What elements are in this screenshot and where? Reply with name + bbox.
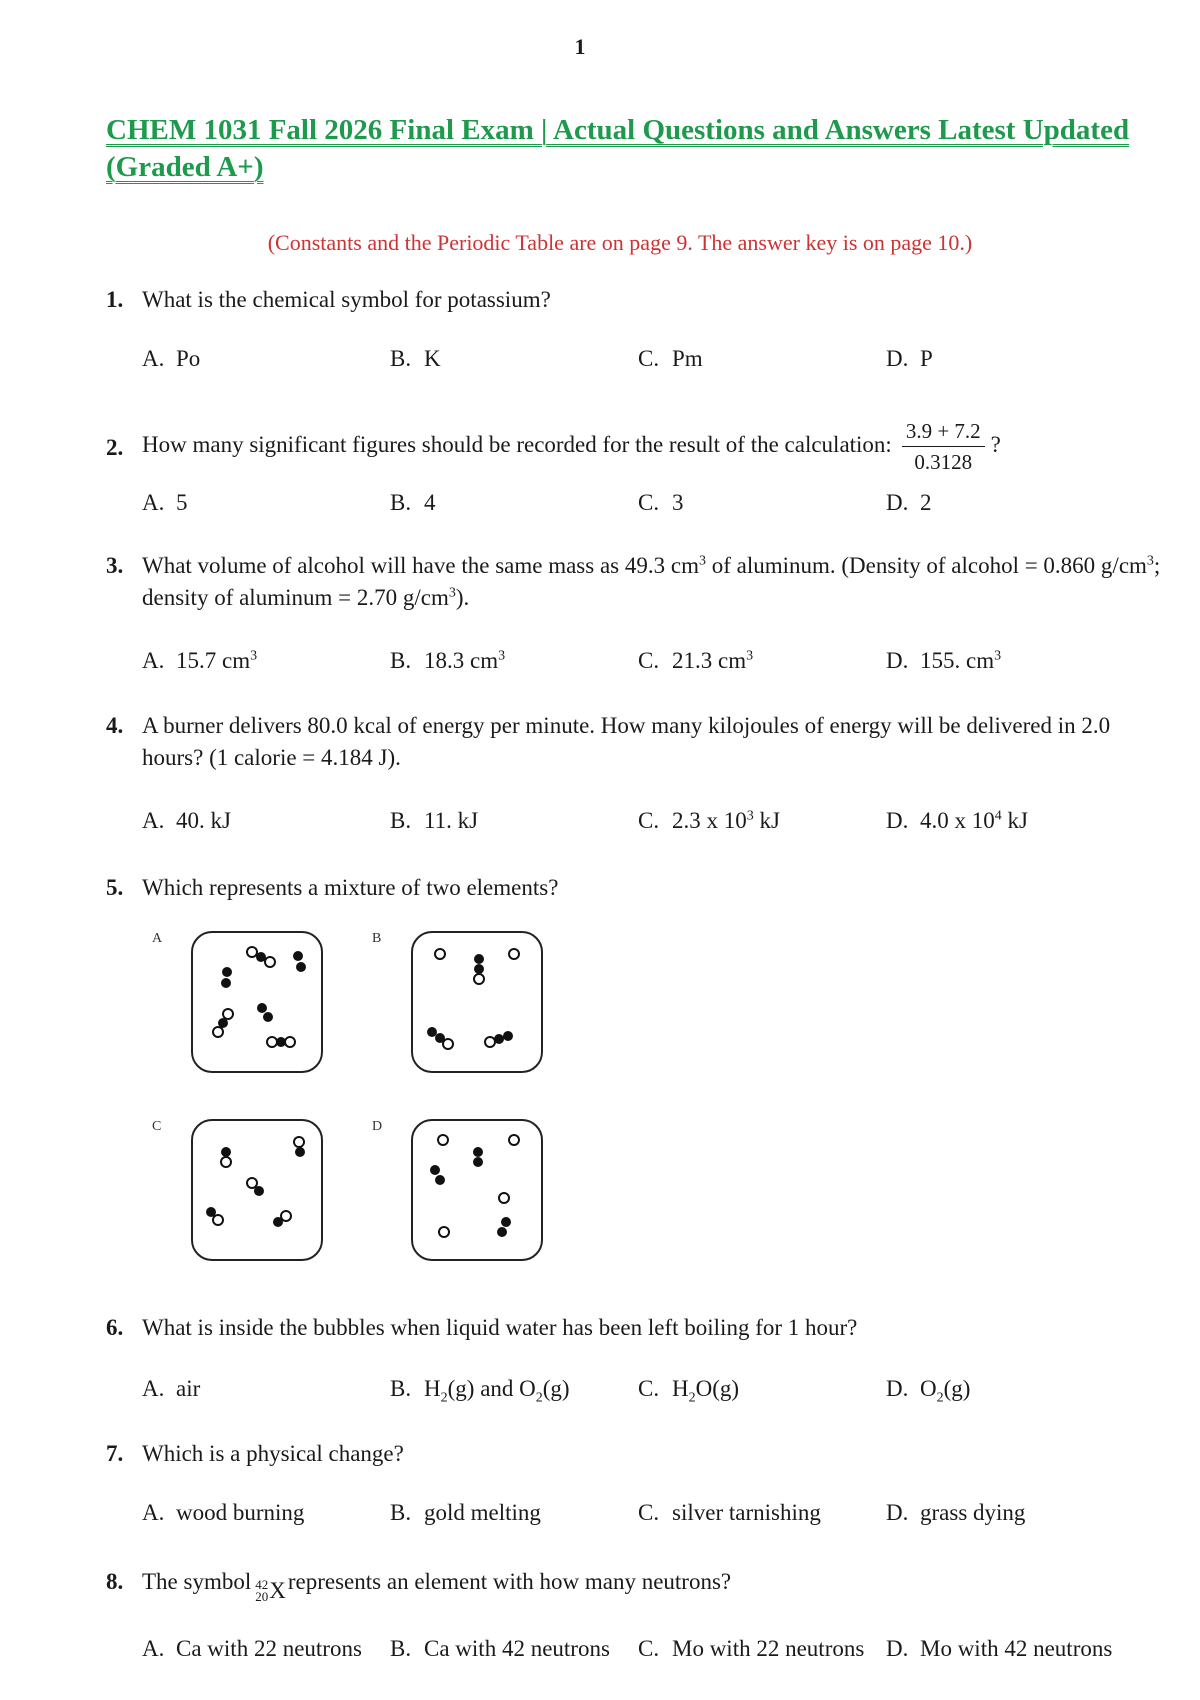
option-d[interactable]: D. $O_2(g)$ — [886, 1376, 971, 1406]
option-c[interactable]: C. 21.3 $cm^3$ — [638, 648, 754, 673]
calculation-fraction — [902, 418, 985, 475]
question-text: What is inside the bubbles when liquid water has been left boiling for 1 hour? — [142, 1315, 858, 1340]
answer-options-4 — [142, 808, 1182, 840]
question-number: 8. — [106, 1569, 124, 1594]
panel-label-a: A — [152, 931, 163, 946]
question-1 — [106, 284, 1166, 316]
option-c[interactable]: C. Mo with 22 neutrons — [638, 1636, 865, 1661]
panel-d[interactable] — [412, 1120, 542, 1260]
option-b[interactable]: B. gold melting — [390, 1500, 541, 1525]
question-number: 4. — [106, 713, 124, 738]
molecule — [267, 1037, 295, 1047]
option-a[interactable]: A. air — [142, 1376, 201, 1401]
answer-options-6 — [142, 1376, 1182, 1408]
question-8 — [106, 1566, 1166, 1607]
option-d[interactable]: D. P — [886, 346, 933, 371]
question-text: What volume of alcohol will have the same mass as 49.3 $cm^3$ of aluminum. (Density of alcohol = 0.860 $g/cm^3$; density of aluminum = 2.70 $g/cm^3$). — [142, 553, 1161, 610]
option-b[interactable]: B. K — [390, 346, 441, 371]
title-link[interactable]: CHEM 1031 Fall 2026 Final Exam | Actual Questions and Answers Latest Updated (Graded A+) — [106, 114, 1130, 183]
question-number: 6. — [106, 1315, 124, 1340]
question-text: A burner delivers 80.0 kcal of energy per minute. How many kilojoules of energy will be delivered in 2.0 hours? (1 calorie = 4.184 J). — [142, 713, 1111, 770]
atom — [439, 1227, 449, 1237]
option-a[interactable]: A. 40. kJ — [142, 808, 231, 833]
option-d[interactable]: D. grass dying — [886, 1500, 1026, 1525]
question-3 — [106, 550, 1166, 614]
question-number: 3. — [106, 553, 124, 578]
panel-label-b: B — [372, 931, 382, 946]
question-text: The symbol 42 20 X represents an element with how many neutrons? — [142, 1566, 1166, 1607]
question-text: How many significant figures should be recorded for the result of the calculation: $\frac{3.9 + 7.2}{0.3128}$ ? — [142, 419, 1001, 474]
instructions-note: (Constants and the Periodic Table are on page 9. The answer key is on page 10.) — [267, 230, 973, 255]
panel-label-d: D — [372, 1119, 383, 1134]
option-d[interactable]: D. 4.0 x $10^4$ kJ — [886, 808, 1028, 833]
document-title[interactable] — [106, 112, 1186, 186]
option-a[interactable]: A. 5 — [142, 490, 188, 515]
element-symbol: X — [269, 1578, 286, 1603]
option-d[interactable]: D. Mo with 42 neutrons — [886, 1636, 1113, 1661]
atom — [435, 949, 445, 959]
question-number: 2. — [106, 435, 124, 460]
answer-options-7 — [142, 1500, 1182, 1532]
option-c[interactable]: C. silver tarnishing — [638, 1500, 821, 1525]
question-text: Which is a physical change? — [142, 1441, 404, 1466]
option-c[interactable]: C. $H_2O(g)$ — [638, 1376, 740, 1406]
panel-label-c: C — [152, 1119, 162, 1134]
answer-options-8 — [142, 1636, 1182, 1668]
atomic-number: 20 — [255, 1589, 269, 1604]
option-a[interactable]: A. wood burning — [142, 1500, 305, 1525]
molecule — [474, 954, 484, 984]
question-number: 7. — [106, 1441, 124, 1466]
page-number: 1 — [574, 34, 586, 59]
question-7 — [106, 1438, 1166, 1470]
option-b[interactable]: B. $H_2(g)$ and $O_2(g)$ — [390, 1376, 570, 1406]
question-4 — [106, 710, 1166, 774]
question-text: Which represents a mixture of two elements? — [142, 875, 559, 900]
option-a[interactable]: A. Po — [142, 346, 201, 371]
option-b[interactable]: B. 11. kJ — [390, 808, 479, 833]
option-c[interactable]: C. 2.3 x $10^3$ kJ — [638, 808, 780, 833]
denominator: 0.3128 — [914, 450, 973, 474]
option-a[interactable]: A. Ca with 22 neutrons — [142, 1636, 362, 1661]
panel-a[interactable] — [192, 932, 322, 1072]
option-c[interactable]: C. 3 — [638, 490, 684, 515]
option-b[interactable]: B. Ca with 42 neutrons — [390, 1636, 610, 1661]
panel-c[interactable] — [192, 1120, 322, 1260]
atom — [509, 949, 519, 959]
option-d[interactable]: D. 155. $cm^3$ — [886, 648, 1002, 673]
question-number: 1. — [106, 287, 124, 312]
question-2 — [106, 418, 1166, 475]
question-6 — [106, 1312, 1166, 1344]
atom — [438, 1135, 448, 1145]
numerator: 3.9 + 7.2 — [902, 418, 985, 447]
question-text: What is the chemical symbol for potassium? — [142, 287, 551, 312]
answer-options-3 — [142, 648, 1182, 680]
mass-number: 42 — [255, 1577, 269, 1592]
question-number: 5. — [106, 875, 124, 900]
panel-b[interactable] — [412, 932, 542, 1072]
atom — [509, 1135, 519, 1145]
option-d[interactable]: D. 2 — [886, 490, 932, 515]
option-b[interactable]: B. 4 — [390, 490, 436, 515]
nuclide-symbol — [255, 1575, 286, 1607]
option-a[interactable]: A. 15.7 $cm^3$ — [142, 648, 258, 673]
option-b[interactable]: B. 18.3 $cm^3$ — [390, 648, 506, 673]
atom — [499, 1193, 509, 1203]
answer-options-1 — [142, 346, 1182, 378]
option-c[interactable]: C. Pm — [638, 346, 703, 371]
answer-options-2 — [142, 490, 1182, 522]
particle-diagrams — [140, 930, 570, 1265]
question-5 — [106, 872, 1166, 904]
